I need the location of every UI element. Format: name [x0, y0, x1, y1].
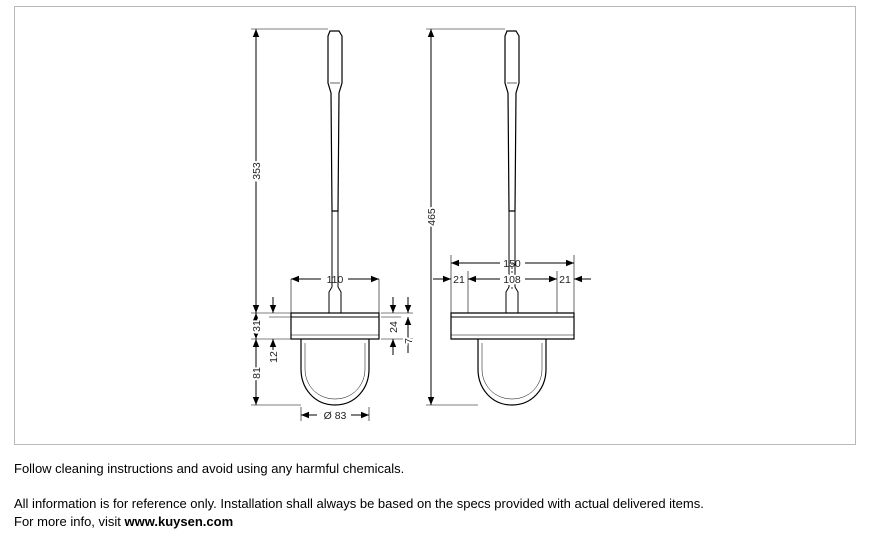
reference-note: All information is for reference only. Installation shall always be based on the specs provided with actual delivered items.: [14, 496, 704, 511]
left-dim-24: 24: [388, 321, 400, 333]
technical-drawing: [15, 7, 855, 444]
left-dim-353: 353: [251, 162, 263, 180]
right-view: [426, 29, 591, 405]
right-dim-150: 150: [503, 258, 521, 270]
right-dim-21-right: 21: [559, 274, 571, 286]
right-dim-108: 108: [503, 274, 521, 286]
left-brush-handle: [328, 31, 342, 313]
drawing-frame: [14, 6, 856, 445]
right-brush-handle: [505, 31, 519, 313]
left-bowl: [301, 339, 369, 405]
more-info-note: [14, 513, 233, 531]
right-bowl: [478, 339, 546, 405]
right-lid: [451, 313, 574, 339]
left-dim-31: 31: [251, 320, 263, 332]
cleaning-note: Follow cleaning instructions and avoid using any harmful chemicals.: [14, 461, 405, 476]
left-lid: [291, 313, 379, 339]
left-dim-diameter: Ø 83: [323, 410, 347, 422]
website-link[interactable]: www.kuysen.com: [124, 514, 234, 529]
right-dim-21-left: 21: [453, 274, 465, 286]
left-dim-12: 12: [268, 351, 280, 363]
left-dim-110: 110: [326, 274, 344, 286]
left-dim-81: 81: [251, 367, 263, 379]
left-dim-7: 7: [403, 338, 415, 344]
more-info-prefix: For more info, visit: [14, 514, 125, 529]
right-dim-465: 465: [426, 208, 438, 226]
